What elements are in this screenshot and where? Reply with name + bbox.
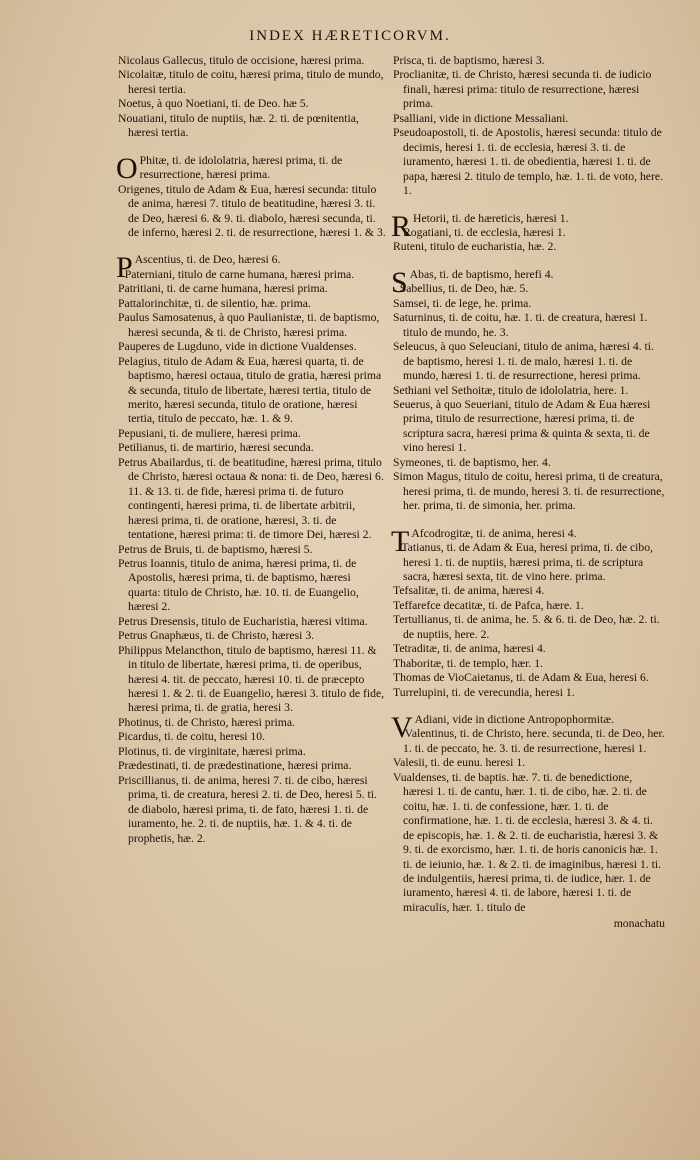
entry-text: Afcodrogitæ, ti. de anima, heresi 4. — [411, 526, 577, 540]
index-entry: Plotinus, ti. de virginitate, hæresi prima. — [118, 744, 306, 758]
index-entry: Tatianus, ti. de Adam & Eua, heresi prima, ti. de cibo, heresi 1. ti. de nuptiis, hæresi prima, ti. de scriptura sacra, hæresi sexta, tit. de vino here. prima. — [401, 541, 654, 583]
index-entry: Thaboritæ, ti. de templo, hær. 1. — [393, 656, 543, 670]
index-entry: Priscillianus, ti. de anima, heresi 7. ti. de cibo, hæresi prima, ti. de creatura, heresi 2. ti. de Deo, heresi 5. ti. de diabolo, hæresi prima, ti. de fato, hæresi 1. ti. de iuramento, he. 2. ti. de nuptiis, hæ. 1. & 4. ti. de prophetis, hæ. 2. — [118, 773, 377, 845]
entry-text: Abas, ti. de baptismo, herefi 4. — [409, 267, 554, 281]
left-column — [118, 54, 386, 846]
initial-capital: T — [391, 524, 410, 558]
index-entry: Petrus Dresensis, titulo de Eucharistia, hæresi vltima. — [118, 614, 368, 628]
entry-text: Phitæ, ti. de idololatria, hæresi prima, ti. de resurrectione, hæresi prima. — [139, 153, 343, 182]
index-entry: Seuerus, à quo Seueriani, titulo de Adam & Eua hæresi prima, titulo de resurrectione, hæresi prima, ti. de scriptura sacra, hæresi prima & quinta & sexta, ti. de vino heresi 1. — [393, 397, 651, 455]
index-entry: Proclianitæ, ti. de Christo, hæresi secunda ti. de iudicio finali, hæresi prima: titulo de resurrectione, hæresi prima. — [393, 68, 652, 111]
index-entry: Rogatiani, ti. de ecclesia, hæresi 1. — [403, 225, 566, 239]
index-entry: Patritiani, ti. de carne humana, hæresi prima. — [118, 282, 328, 296]
entry-text: Ascentius, ti. de Deo, hæresi 6. — [134, 253, 281, 267]
index-entry: Pauperes de Lugduno, vide in dictione Vualdenses. — [118, 340, 357, 354]
running-head: INDEX HÆRETICORVM. — [249, 28, 451, 44]
index-entry: Pseudoapostoli, ti. de Apostolis, hæresi secunda: titulo de decimis, heresi 1. ti. de ecclesia, hæresi 3. ti. de iuramento, hæresi 1. ti. de obedientia, hæresi 1. ti. de papa, hæresi 2. titulo de templo, hæ. 1. ti. de voto, here. 1. — [393, 126, 664, 198]
initial-capital: P — [116, 251, 133, 285]
section-entry — [116, 151, 386, 185]
index-entry: Prædestinati, ti. de prædestinatione, hæresi prima. — [118, 759, 352, 773]
index-entry: Petrus Ioannis, titulo de anima, hæresi prima, ti. de Apostolis, hæresi prima, ti. de baptismo, hæresi quarta: titulo de Christo, hæ. 10. ti. de Euangelio, hæresi 2. — [118, 556, 359, 614]
index-entry: Pepusiani, ti. de muliere, hæresi prima. — [118, 426, 301, 440]
index-entry: Petilianus, ti. de martirio, hæresi secunda. — [118, 441, 314, 455]
index-entry: Petrus Gnaphæus, ti. de Christo, hæresi 3. — [118, 629, 315, 643]
index-entry: Noetus, à quo Noetiani, ti. de Deo. hæ 5. — [118, 97, 309, 111]
index-entry: Pelagius, titulo de Adam & Eua, hæresi quarta, ti. de baptismo, hæresi octaua, titulo de gratia, hæresi prima & secunda, titulo de libertate, hæresi tertia, titulo de merito, hæresi secunda, titulo de oratione, hæresi tertia, titulo de peccato, hæ. 1. & 9. — [118, 354, 382, 426]
initial-capital: O — [116, 151, 138, 185]
index-entry: Petrus Abailardus, ti. de beatitudine, hæresi prima, titulo de Christo, hæresi octaua & nona: ti. de Deo, hæresi 6. 11. & 13. ti. de fide, hæresi prima ti. de futuro contingenti, hæresi prima, ti. de libertate arbitrii, hæresi prima, ti. de oratione, hæresi, 3. ti. de tentatione, hæresi prima: ti. de timore Dei, hæresi 2. — [118, 455, 384, 542]
index-entry: Vualdenses, ti. de baptis. hæ. 7. ti. de benedictione, hæresi 1. ti. de cantu, hær. 1. ti. de cibo, hæ. 2. ti. de coitu, hæ. 1. ti. de confessione, hær. 1. ti. de confirmatione, hæ. 1. ti. de ecclesia, hæresi 3. & 4. ti. de episcopis, hæ. 1. & 2. ti. de eucharistia, hæresi 3. & 9. ti. de exorcismo, hær. 1. ti. de horis canonicis hæ. 1. ti. de ieiunio, hæ. 1. & 2. ti. de imaginibus, hæresi 1. ti. de indulgentiis, hæresi prima, ti. de iudice, hær. 1. de iuramento, hæresi 4. ti. de labore, hæresi 1. ti. de miraculis, hær. 1. titulo de — [393, 770, 662, 914]
index-entry: Tetraditæ, ti. de anima, hæresi 4. — [393, 642, 546, 656]
index-entry: Nicolaitæ, titulo de coitu, hæresi prima, titulo de mundo, heresi tertia. — [118, 68, 384, 96]
index-entry: Teffarefce decatitæ, ti. de Pafca, hære. 1. — [393, 598, 584, 612]
index-entry: Ruteni, titulo de eucharistia, hæ. 2. — [393, 240, 557, 254]
index-entry: Photinus, ti. de Christo, hæresi prima. — [118, 715, 295, 729]
initial-capital: V — [391, 711, 413, 745]
right-column — [393, 54, 665, 932]
index-entry: Tertullianus, ti. de anima, he. 5. & 6. ti. de Deo, hæ. 2. ti. de nuptiis, here. 2. — [393, 613, 660, 641]
index-entry: Paterniani, titulo de carne humana, hæresi prima. — [124, 267, 355, 281]
index-entry: Seleucus, à quo Seleuciani, titulo de anima, hæresi 4. ti. de baptismo, heresi 1. ti. de malo, hæresi 1. ti. de mundo, hæresi 1. ti. de resurrectione, heresi prima. — [393, 340, 654, 383]
index-entry: Origenes, titulo de Adam & Eua, hæresi secunda: titulo de anima, hæresi 7. titulo de beatitudine, hæresi 3. ti. de Deo, hæresi 6. & 9. ti. diabolo, hæresi secunda, ti. de inferno, hæresi 2. ti. de resurrectione, hæresi 1. & 3. — [118, 182, 386, 239]
section-gap — [393, 514, 665, 527]
section-gap — [118, 240, 386, 253]
index-entry: Philippus Melancthon, titulo de baptismo, hæresi 11. & in titulo de libertate, hæresi prima, ti. de operibus, hæresi 4. tit. de peccato, hæresi 10. ti. de præcepto hæresi 1. & 2. ti. de Euangelio, hæresi 3. titulo de fide, hæresi prima, ti. de gratia, heresi 3. — [118, 643, 385, 715]
catchword: monachatu — [613, 917, 665, 931]
index-entry: Psalliani, vide in dictione Messaliani. — [393, 111, 569, 125]
index-entry: Petrus de Bruis, ti. de baptismo, hæresi 5. — [118, 542, 313, 556]
index-entry: Valesii, ti. de eunu. heresi 1. — [393, 756, 526, 770]
index-entry: Prisca, ti. de baptismo, hæresi 3. — [393, 54, 545, 67]
index-entry: Nicolaus Gallecus, titulo de occisione, hæresi prima. — [118, 54, 365, 67]
index-entry: Thomas de VioCaietanus, ti. de Adam & Eua, heresi 6. — [393, 671, 649, 685]
index-entry: Saturninus, ti. de coitu, hæ. 1. ti. de creatura, hæresi 1. titulo de mundo, he. 3. — [393, 311, 648, 339]
index-entry: Nouatiani, titulo de nuptiis, hæ. 2. ti. de pœnitentia, hæresi tertia. — [118, 111, 359, 140]
index-entry: Samsei, ti. de lege, he. prima. — [393, 296, 532, 310]
index-entry: Sethiani vel Sethoitæ, titulo de idololatria, here. 1. — [393, 383, 629, 397]
index-entry: Sabellius, ti. de Deo, hæ. 5. — [399, 282, 529, 296]
section-gap — [393, 199, 665, 212]
initial-capital: R — [391, 209, 412, 243]
entry-text: Hetorii, ti. de hæreticis, hæresi 1. — [413, 211, 569, 225]
index-entry: Paulus Samosatenus, à quo Paulianistæ, ti. de baptismo, hæresi secunda, & ti. de Christo, hæresi prima. — [118, 311, 380, 339]
index-entry: Picardus, ti. de coitu, heresi 10. — [118, 730, 266, 744]
section-entry — [391, 524, 665, 558]
section-gap — [393, 255, 665, 268]
section-gap — [393, 700, 665, 713]
index-entry: Valentinus, ti. de Christo, here. secunda, ti. de Deo, her. 1. ti. de peccato, he. 3. ti. de resurrectione, hæresi 1. — [403, 727, 665, 755]
entry-text: Adiani, vide in dictione Antropophormitæ. — [414, 713, 614, 727]
index-entry: Tefsalitæ, ti. de anima, hæresi 4. — [393, 584, 545, 598]
index-entry: Simon Magus, titulo de coitu, heresi prima, ti de creatura, heresi prima, ti. de mundo, heresi 3. ti. de resurrectione, her. prima, ti. de simonia, her. prima. — [393, 470, 665, 513]
index-entry: Turrelupini, ti. de verecundia, heresi 1. — [393, 685, 575, 699]
index-entry: Symeones, ti. de baptismo, her. 4. — [393, 455, 551, 469]
initial-capital: S — [391, 265, 408, 299]
section-gap — [118, 141, 386, 154]
index-entry: Pattalorinchitæ, ti. de silentio, hæ. prima. — [118, 296, 311, 310]
